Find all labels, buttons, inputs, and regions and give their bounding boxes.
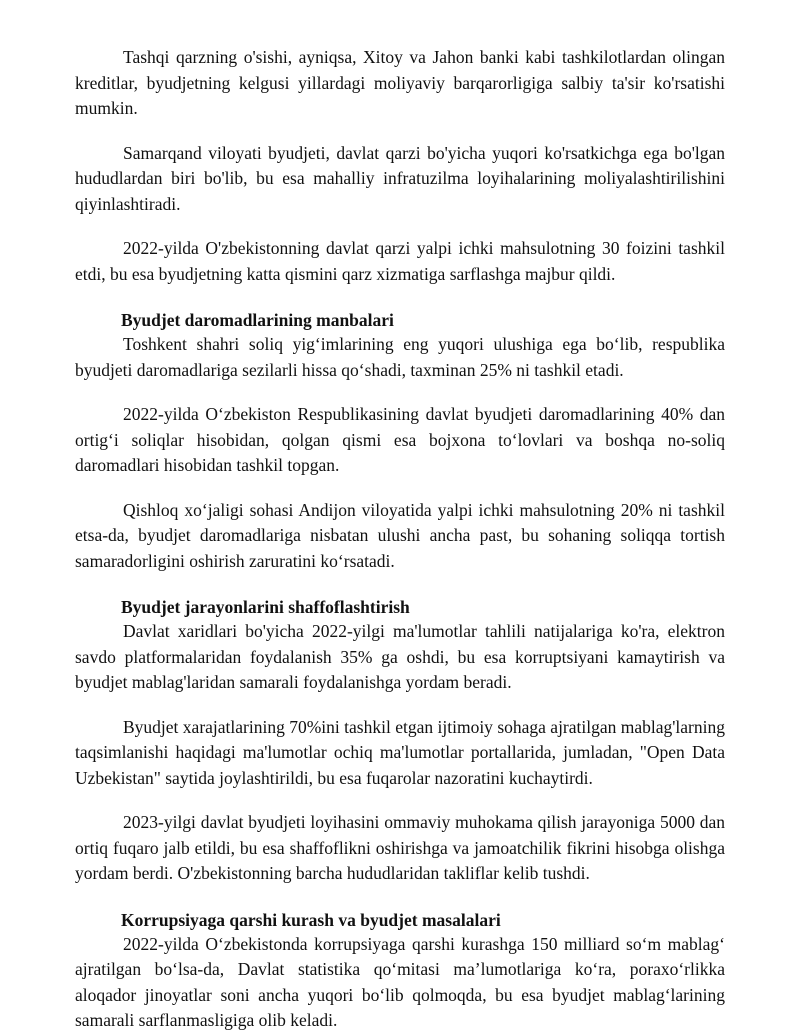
paragraph-revenue-structure: 2022-yilda O‘zbekiston Respublikasining davlat byudjeti daromadlarining 40% dan ortig‘i soliqlar hisobidan, qolgan qismi esa bojxona to‘lovlari va boshqa no-soliq daromadlari hisobidan tashkil topgan. xyxy=(75,404,725,475)
paragraph-anticorruption-funding: 2022-yilda O‘zbekistonda korrupsiyaga qarshi kurashga 150 milliard so‘m mablag‘ ajratilgan bo‘lsa-da, Davlat statistika qo‘mitasi ma’lumotlariga ko‘ra, poraxo‘rlikka aloqador jinoyatlar soni ancha yuqori bo‘lib qolmoqda, bu esa byudjet mablag‘larining samarali sarflanmasligiga olib keladi. xyxy=(75,933,725,1030)
paragraph-state-debt-2022: 2022-yilda O'zbekistonning davlat qarzi yalpi ichki mahsulotning 30 foizini tashkil etdi, bu esa byudjetning katta qismini qarz xizmatiga sarflashga majbur qildi. xyxy=(75,238,725,284)
paragraph-andijan-agriculture: Qishloq xo‘jaligi sohasi Andijon viloyatida yalpi ichki mahsulotning 20% ni tashkil etsa-da, byudjet daromadlariga nisbatan ulushi ancha past, bu sohaning soliqqa tortish samaradorligini oshirish zaruratini ko‘rsatadi. xyxy=(75,499,725,571)
paragraph-external-debt: Tashqi qarzning o'sishi, ayniqsa, Xitoy va Jahon banki kabi tashkilotlardan olingan kreditlar, byudjetning kelgusi yillardagi moliyaviy barqarorligiga salbiy ta'sir ko'rsatishi mumkin. xyxy=(75,47,725,118)
paragraph-tashkent-tax: Toshkent shahri soliq yig‘imlarining eng yuqori ulushiga ega bo‘lib, respublika byudjeti daromadlariga sezilarli hissa qo‘shadi, taxminan 25% ni tashkil etadi. xyxy=(75,334,725,380)
paragraph-procurement: Davlat xaridlari bo'yicha 2022-yilgi ma'lumotlar tahlili natijalariga ko'ra, elektron savdo platformalaridan foydalanish 35% ga oshdi, bu esa korruptsiyani kamaytirish va byudjet mablag'laridan samarali foydalanishga yordam beradi. xyxy=(75,621,725,692)
paragraph-public-discussion: 2023-yilgi davlat byudjeti loyihasini ommaviy muhokama qilish jarayoniga 5000 dan ortiq fuqaro jalb etildi, bu esa shaffoflikni oshirishga va jamoatchilik fikrini hisobga olishga yordam berdi. O'zbekistonning barcha hududlaridan takliflar kelib tushdi. xyxy=(75,812,725,883)
section-heading-anticorruption: Korrupsiyaga qarshi kurash va byudjet masalalari xyxy=(121,909,501,930)
section-heading-transparency: Byudjet jarayonlarini shaffoflashtirish xyxy=(121,597,410,617)
section-heading-revenue-sources: Byudjet daromadlarining manbalari xyxy=(121,310,394,330)
document-page xyxy=(75,45,725,1034)
paragraph-open-data: Byudjet xarajatlarining 70%ini tashkil etgan ijtimoiy sohaga ajratilgan mablag'larning taqsimlanishi haqidagi ma'lumotlar ochiq ma'lumotlar portallarida, jumladan, "Open Data Uzbekistan" saytida joylashtirildi, bu esa fuqarolar nazoratini kuchaytirdi. xyxy=(75,716,725,788)
paragraph-samarkand-budget: Samarqand viloyati byudjeti, davlat qarzi bo'yicha yuqori ko'rsatkichga ega bo'lgan hududlardan biri bo'lib, bu esa mahalliy infratuzilma loyihalarining moliyalashtirilishini qiyinlashtiradi. xyxy=(75,142,725,214)
